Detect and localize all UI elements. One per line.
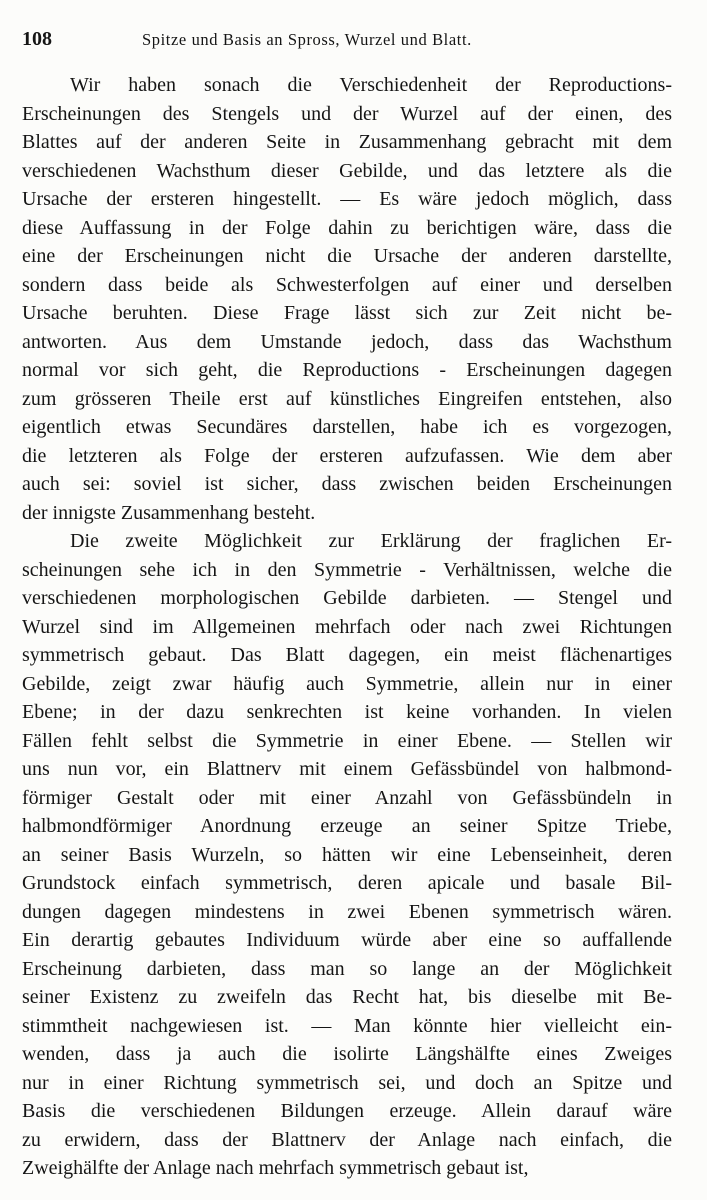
text-line: Ursache der ersteren hingestellt. — Es wäre jedoch möglich, dass [22, 188, 672, 210]
text-line: zu erwidern, dass der Blattnerv der Anlage nach einfach, die [22, 1128, 672, 1151]
text-line: stimmtheit nachgewiesen ist. — Man könnte hier vielleicht ein- [22, 1014, 672, 1037]
text-line: auch sei: soviel ist sicher, dass zwischen beiden Erscheinungen [22, 473, 672, 495]
text-line: Blattes auf der anderen Seite in Zusammenhang gebracht mit dem [22, 131, 672, 153]
text-line: uns nun vor, ein Blattnerv mit einem Gefässbündel von halbmond- [22, 758, 672, 780]
text-line: Zweighälfte der Anlage nach mehrfach symmetrisch gebaut ist, [22, 1157, 529, 1179]
paragraph [22, 527, 672, 1183]
text-line: Ein derartig gebautes Individuum würde aber eine so auffallende [22, 929, 672, 951]
page-number: 108 [22, 28, 52, 50]
text-line: eine der Erscheinungen nicht die Ursache der anderen darstellte, [22, 245, 672, 267]
text-line: Ursache beruhten. Diese Frage lässt sich zur Zeit nicht be- [22, 302, 672, 324]
text-line: zum grösseren Theile erst auf künstliches Eingreifen entstehen, also [22, 387, 672, 410]
text-line: antworten. Aus dem Umstande jedoch, dass das Wachsthum [22, 330, 672, 353]
page-header [22, 28, 685, 56]
text-line: dungen dagegen mindestens in zwei Ebenen symmetrisch wären. [22, 900, 672, 923]
text-line: diese Auffassung in der Folge dahin zu berichtigen wäre, dass die [22, 216, 672, 239]
paragraph [22, 71, 672, 527]
text-line: Grundstock einfach symmetrisch, deren apicale und basale Bil- [22, 872, 672, 894]
body-text [22, 71, 672, 1183]
text-line: seiner Existenz zu zweifeln das Recht hat, bis dieselbe mit Be- [22, 986, 672, 1008]
text-line: Wurzel sind im Allgemeinen mehrfach oder nach zwei Richtungen [22, 615, 672, 638]
text-line: verschiedenen Wachsthum dieser Gebilde, und das letztere als die [22, 159, 672, 182]
text-line: normal vor sich geht, die Reproductions - Erscheinungen dagegen [22, 359, 672, 381]
text-line: Ebene; in der dazu senkrechten ist keine vorhanden. In vielen [22, 701, 672, 723]
text-line: symmetrisch gebaut. Das Blatt dagegen, ein meist flächenartiges [22, 644, 672, 666]
text-line: an seiner Basis Wurzeln, so hätten wir eine Lebenseinheit, deren [22, 843, 672, 866]
text-line: Basis die verschiedenen Bildungen erzeuge. Allein darauf wäre [22, 1100, 672, 1122]
running-title: Spitze und Basis an Spross, Wurzel und Blatt. [142, 30, 472, 49]
text-line: sondern dass beide als Schwesterfolgen auf einer und derselben [22, 273, 672, 296]
text-line: wenden, dass ja auch die isolirte Längshälfte eines Zweiges [22, 1043, 672, 1065]
text-line: eigentlich etwas Secundäres darstellen, habe ich es vorgezogen, [22, 416, 672, 438]
text-line: scheinungen sehe ich in den Symmetrie - Verhältnissen, welche die [22, 558, 672, 581]
text-line: Erscheinungen des Stengels und der Wurzel auf der einen, des [22, 102, 672, 125]
text-line: nur in einer Richtung symmetrisch sei, und doch an Spitze und [22, 1071, 672, 1094]
text-line: förmiger Gestalt oder mit einer Anzahl von Gefässbündeln in [22, 786, 672, 809]
text-line: Gebilde, zeigt zwar häufig auch Symmetrie, allein nur in einer [22, 672, 672, 695]
text-line: Wir haben sonach die Verschiedenheit der Reproductions- [70, 74, 672, 96]
text-line: die letzteren als Folge der ersteren aufzufassen. Wie dem aber [22, 444, 672, 467]
text-line: Erscheinung darbieten, dass man so lange an der Möglichkeit [22, 957, 672, 980]
text-line: halbmondförmiger Anordnung erzeuge an seiner Spitze Triebe, [22, 815, 672, 837]
text-line: Die zweite Möglichkeit zur Erklärung der fraglichen Er- [70, 530, 672, 552]
text-line: der innigste Zusammenhang besteht. [22, 501, 316, 524]
text-line: verschiedenen morphologischen Gebilde darbieten. — Stengel und [22, 587, 672, 609]
text-line: Fällen fehlt selbst die Symmetrie in einer Ebene. — Stellen wir [22, 729, 672, 752]
